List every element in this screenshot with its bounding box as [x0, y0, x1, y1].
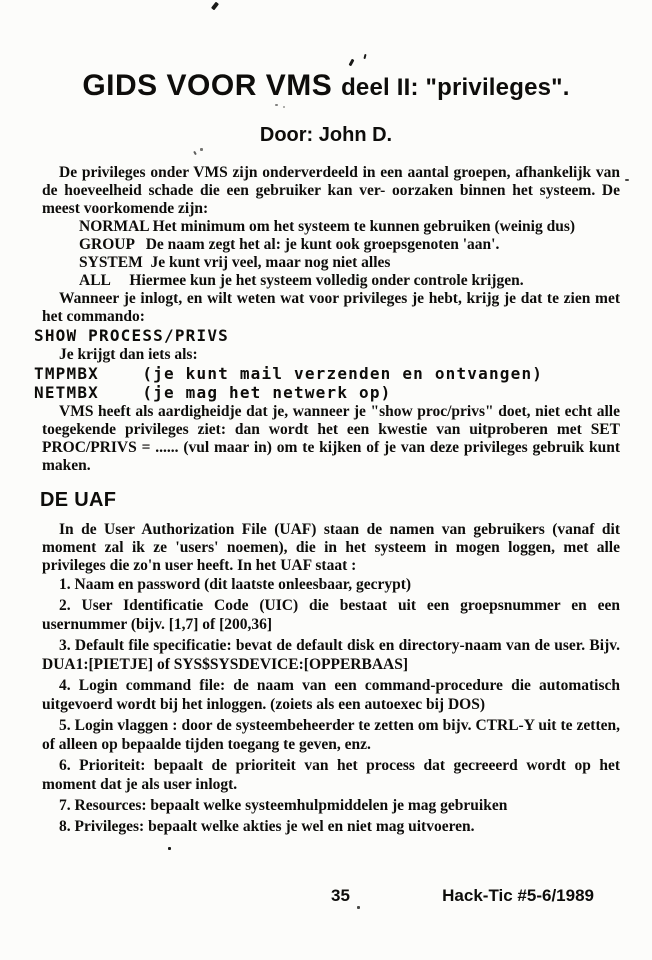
scan-speck	[275, 104, 278, 106]
uaf-item-1: 1. Naam en password (dit laatste onleesbaar, gecrypt)	[59, 575, 412, 593]
scan-speck	[357, 906, 360, 909]
command-show-process-privs: SHOW PROCESS/PRIVS	[34, 326, 229, 345]
scan-speck	[193, 151, 197, 155]
uaf-item-4: 4. Login command file: de naam van een command-procedure die automatisch uitgevoerd wordt bij het inloggen. (zoiets als een autoexec bij DOS)	[42, 676, 620, 713]
page-title	[0, 70, 652, 104]
page-title-subtitle: deel II: "privileges".	[341, 74, 570, 102]
scan-speck	[283, 106, 285, 108]
privilege-level-normal: NORMAL Het minimum om het systeem te kunnen gebruiken (weinig dus)	[79, 218, 576, 235]
privilege-level-all: ALL Hiermee kun je het systeem volledig onder controle krijgen.	[79, 272, 524, 289]
section-heading-de-uaf: DE UAF	[40, 488, 117, 511]
page-footer	[0, 886, 652, 910]
byline: Door: John D.	[259, 124, 393, 147]
privilege-level-system: SYSTEM Je kunt vrij veel, maar nog niet alles	[79, 254, 391, 271]
uaf-item-5: 5. Login vlaggen : door de systeembeheerder te zetten om bijv. CTRL-Y uit te zetten, of alleen op bepaalde tijden toegang te geven, enz.	[42, 716, 620, 753]
output-line-tmpmbx: TMPMBX (je kunt mail verzenden en ontvangen)	[34, 363, 544, 383]
scan-speck	[168, 847, 171, 850]
scan-speck	[200, 148, 203, 151]
logon-paragraph: Wanneer je inlogt, en wilt weten wat voor privileges je hebt, krijg je dat te zien met het commando:	[42, 290, 620, 325]
uaf-item-2: 2. User Identificatie Code (UIC) die bestaat uit een groepsnummer en een usernummer (bijv. [1,7] of [200,36]	[42, 596, 620, 633]
article-body	[34, 164, 620, 838]
output-intro-paragraph: Je krijgt dan iets als:	[59, 345, 198, 363]
magazine-credit: Hack-Tic #5-6/1989	[442, 886, 594, 905]
privilege-level-list	[42, 218, 620, 290]
intro-paragraph: De privileges onder VMS zijn onderverdeeld in een aantal groepen, afhankelijk van de hoeveelheid schade die een gebruiker kan ver- oorzaken binnen het systeem. De meest voorkomende zijn:	[42, 164, 620, 217]
page-title-main: GIDS VOOR VMS	[82, 69, 333, 103]
article-header	[0, 50, 652, 147]
trick-paragraph: VMS heeft als aardigheidje dat je, wanneer je "show proc/privs" doet, niet echt alle toegekende privileges ziet: dan wordt het een kwestie van uitproberen met SET PROC/PRIVS = ...... (vul maar in) om te kijken of je van deze privileges gebruik kunt maken.	[42, 402, 620, 474]
privilege-level-group: GROUP De naam zegt het al: je kunt ook groepsgenoten 'aan'.	[79, 236, 500, 253]
output-line-netmbx: NETMBX (je mag het netwerk op)	[34, 383, 392, 402]
uaf-item-6: 6. Prioriteit: bepaalt de prioriteit van het process dat gecreeerd wordt op het moment dat je als user inlogt.	[42, 756, 620, 793]
uaf-item-7: 7. Resources: bepaalt welke systeemhulpmiddelen je mag gebruiken	[59, 796, 508, 814]
uaf-intro-paragraph: In de User Authorization File (UAF) staan de namen van gebruikers (vanaf dit moment zal ik ze 'users' noemen), die in het systeem in mogen loggen, met alle privileges die zo'n user heeft. In het UAF staat :	[42, 520, 620, 574]
scan-speck	[625, 179, 629, 181]
uaf-item-3: 3. Default file specificatie: bevat de default disk en directory-naam van de user. Bijv. DUA1:[PIETJE] of SYS$SYSDEVICE:[OPPERBAAS]	[42, 636, 620, 673]
uaf-item-8: 8. Privileges: bepaalt welke akties je wel en niet mag uitvoeren.	[59, 817, 475, 835]
page-number: 35	[331, 886, 350, 905]
scan-speck	[211, 2, 219, 11]
